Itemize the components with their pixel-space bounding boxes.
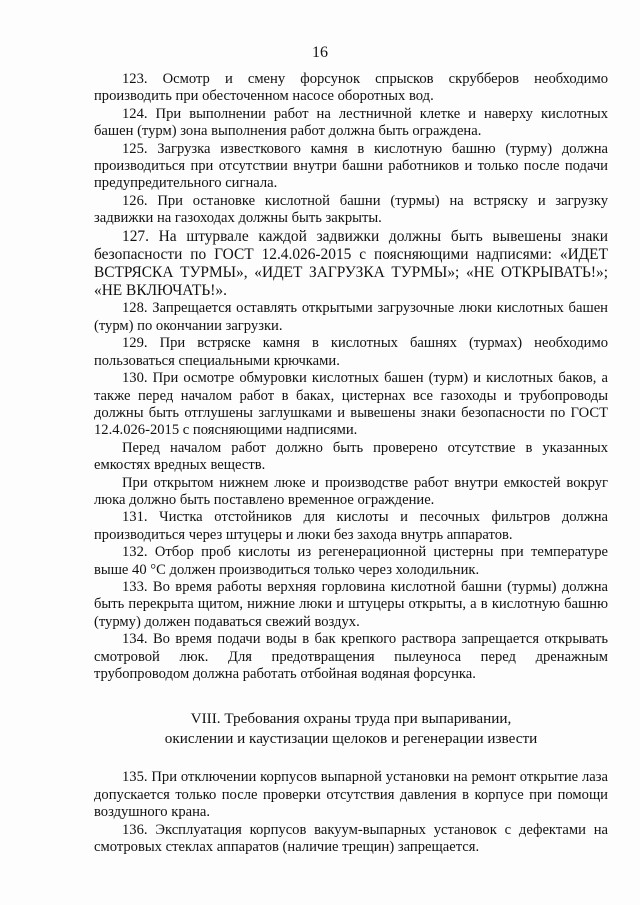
section-heading — [94, 709, 608, 749]
page-number: 16 — [312, 44, 328, 61]
section-heading-line-1: VIII. Требования охраны труда при выпаривании, — [190, 710, 512, 728]
section-heading-line-2: окислении и каустизации щелоков и регенерации извести — [164, 730, 538, 748]
paragraph-128: 128. Запрещается оставлять открытыми загрузочные люки кислотных башен (турм) по окончании загрузки. — [94, 300, 608, 334]
paragraph-126: 126. При остановке кислотной башни (турмы) на встряску и загрузку задвижки на газоходах должны быть закрыты. — [94, 192, 608, 227]
paragraph-136: 136. Эксплуатация корпусов вакуум-выпарных установок с дефектами на смотровых стеклах аппаратов (наличие трещин) запрещается. — [94, 821, 608, 856]
paragraph-130: 130. При осмотре обмуровки кислотных башен (турм) и кислотных баков, а также перед началом работ в баках, цистернах все газоходы и трубопроводы должны быть отглушены заглушками и вывешены знаки безопасности по ГОСТ 12.4.026-2015 с поясняющими надписями. — [94, 370, 608, 439]
paragraph-130-fence: При открытом нижнем люке и производстве работ внутри емкостей вокруг люка должно быть поставлено временное ограждение. — [94, 474, 608, 508]
paragraph-125: 125. Загрузка известкового камня в кислотную башню (турму) должна производиться при отсутствии внутри башни работников и только после подачи предупредительного сигнала. — [94, 140, 608, 192]
paragraph-134: 134. Во время подачи воды в бак крепкого раствора запрещается открывать смотровой люк. Для предотвращения пылеуноса перед дренажным трубопроводом должна работать отбойная водяная форсунка. — [94, 631, 608, 682]
paragraph-133: 133. Во время работы верхняя горловина кислотной башни (турмы) должна быть перекрыта щитом, нижние люки и штуцеры открыты, а в кислотную башню (турму) должен подаваться свежий воздух. — [94, 578, 608, 630]
paragraph-135: 135. При отключении корпусов выпарной установки на ремонт открытие лаза допускается только после проверки отсутствия давления в корпусе при помощи воздушного крана. — [94, 769, 608, 821]
paragraph-132: 132. Отбор проб кислоты из регенерационной цистерны при температуре выше 40 °С должен производиться только через холодильник. — [94, 544, 608, 578]
paragraph-129: 129. При встряске камня в кислотных башнях (турмах) необходимо пользоваться специальными крючками. — [94, 335, 608, 369]
paragraph-127: 127. На штурвале каждой задвижки должны быть вывешены знаки безопасности по ГОСТ 12.4.026-2015 с поясняющими надписями: «ИДЕТ ВСТРЯСКА ТУРМЫ», «ИДЕТ ЗАГРУЗКА ТУРМЫ»; «НЕ ОТКРЫВАТЬ!»; «НЕ ВКЛЮЧАТЬ!». — [94, 227, 608, 300]
paragraph-131: 131. Чистка отстойников для кислоты и песочных фильтров должна производиться через штуцеры и люки без захода внутрь аппаратов. — [94, 509, 608, 543]
paragraph-130-check: Перед началом работ должно быть проверено отсутствие в указанных емкостях вредных веществ. — [94, 439, 608, 474]
paragraph-123: 123. Осмотр и смену форсунок спрысков скрубберов необходимо производить при обесточенном насосе оборотных вод. — [94, 71, 608, 105]
document-body — [94, 71, 608, 856]
paragraph-124: 124. При выполнении работ на лестничной клетке и наверху кислотных башен (турм) зона выполнения работ должна быть ограждена. — [94, 105, 608, 140]
